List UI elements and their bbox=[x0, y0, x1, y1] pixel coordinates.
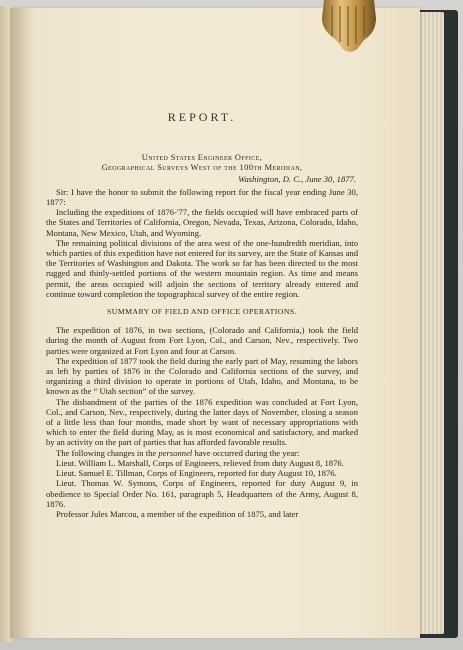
personnel-intro-after: have occurred during the year: bbox=[192, 447, 300, 458]
salutation: Sir: bbox=[56, 186, 69, 197]
paragraph: The expedition of 1877 took the field during the early part of May, resuming the labors as left by parties of 1876 in the Colorado and California sections of the survey, and organizing a third division to operate in portions of Utah, Idaho, and Montana, to be known as the “ Utah section” of the survey. bbox=[46, 355, 358, 397]
personnel-word: personnel bbox=[158, 447, 193, 458]
paragraph: The disbandment of the parties of the 1876 expedition was concluded at Fort Lyon, Col., and Carson, Nev., respectively, during the latter days of November, closing a season of a little less than four months, made short by want of necessary appropriations with which to enter the field during May, as is most economical and satisfactory, and marked by an activity on the part of parties that has afforded favorable results. bbox=[46, 396, 358, 448]
opening-text: I have the honor to submit the following report for the fiscal year ending June 30, 1877: bbox=[46, 186, 358, 208]
personnel-intro bbox=[46, 448, 358, 458]
gutter-shadow bbox=[10, 8, 32, 638]
dateline: Washington, D. C., June 30, 1877. bbox=[238, 173, 356, 184]
book-clip-icon bbox=[318, 0, 380, 54]
office-line-1: United States Engineer Office, bbox=[141, 153, 263, 163]
personnel-entry: Professor Jules Marcou, a member of the expedition of 1875, and later bbox=[56, 508, 299, 519]
personnel-entry: Lieut. William L. Marshall, Corps of Engineers, relieved from duty August 8, 1876. bbox=[56, 457, 344, 468]
page-text bbox=[46, 112, 358, 519]
paragraph: The remaining political divisions of the area west of the one-hundredth meridian, into which parties of this expedition have not entered for its survey, are the State of Kansas and the Territories of Washington and Dakota. The work so far has been directed to the most rugged and thinly-settled portions of the western mountain region. As time and means permit, the areas occupied will adjoin the sections of territory already entered and continue toward completion the topographical survey of the entire region. bbox=[46, 237, 358, 299]
section-heading: SUMMARY OF FIELD AND OFFICE OPERATIONS. bbox=[107, 307, 297, 317]
report-heading: REPORT. bbox=[167, 110, 237, 124]
personnel-entry: Lieut. Samuel E. Tillman, Corps of Engineers, reported for duty August 10, 1876. bbox=[56, 468, 337, 479]
paragraph: Including the expeditions of 1876-'77, the fields occupied will have embraced parts of the States and Territories of California, Oregon, Nevada, Texas, Arizona, Colorado, Idaho, Montana, New Mexico, Utah, and Wyoming. bbox=[46, 207, 358, 238]
personnel-intro-before: The following changes in the bbox=[56, 447, 159, 458]
opening-paragraph bbox=[46, 187, 358, 207]
office-line-2: Geographical Surveys West of the 100th Meridian, bbox=[101, 163, 303, 173]
personnel-entry: Lieut. Thomas W. Symons, Corps of Engineers, reported for duty August 9, in obedience to Special Order No. 161, paragraph 5, Headquarters of the Army, August 8, 1876. bbox=[46, 478, 358, 509]
paragraph: The expedition of 1876, in two sections, (Colorado and California,) took the field during the month of August from Fort Lyon, Col., and Carson, Nev., respectively. Two parties were organized at Fort Lyon and four at Carson. bbox=[46, 325, 358, 356]
